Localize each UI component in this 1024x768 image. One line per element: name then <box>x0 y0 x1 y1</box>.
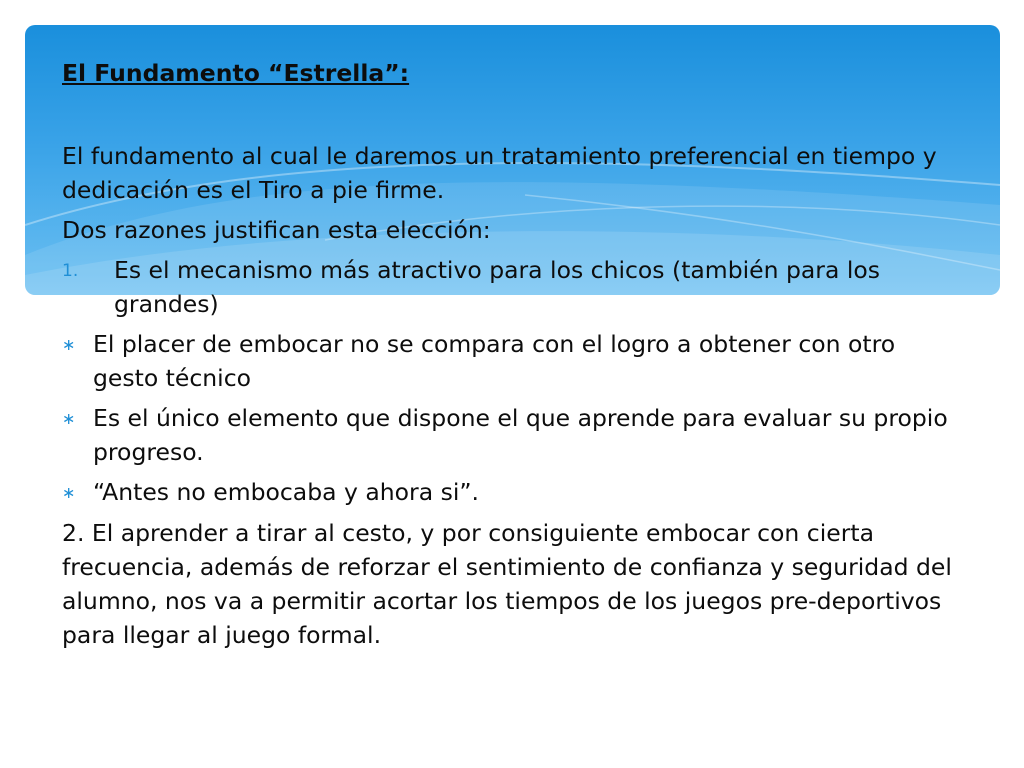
asterisk-bullet-icon: ∗ <box>62 335 76 354</box>
asterisk-bullet-icon: ∗ <box>62 483 76 502</box>
numbered-item-text: Es el mecanismo más atractivo para los chicos (también para los grandes) <box>114 256 880 318</box>
bullet-text: El placer de embocar no se compara con el logro a obtener con otro gesto técnico <box>93 330 896 392</box>
asterisk-bullet-icon: ∗ <box>62 409 76 428</box>
bullet-text: Es el único elemento que dispone el que aprende para evaluar su propio progreso. <box>93 404 948 466</box>
closing-paragraph: 2. El aprender a tirar al cesto, y por consiguiente embocar con cierta frecuencia, además de reforzar el sentimiento de confianza y seguridad del alumno, nos va a permitir acortar los tiempos de los juegos pre-deportivos para llegar al juego formal. <box>62 519 952 649</box>
slide-body <box>62 56 962 658</box>
list-number: 1. <box>62 261 79 281</box>
slide-title: El Fundamento “Estrella”: <box>62 59 410 87</box>
bullet-text: “Antes no embocaba y ahora si”. <box>93 478 479 506</box>
numbered-item <box>62 253 962 321</box>
bullet-item <box>62 475 962 510</box>
intro-paragraph: El fundamento al cual le daremos un tratamiento preferencial en tiempo y dedicación es el Tiro a pie firme. <box>62 142 937 204</box>
bullet-item <box>62 327 962 395</box>
bullet-item <box>62 401 962 469</box>
reasons-lead: Dos razones justifican esta elección: <box>62 216 491 244</box>
